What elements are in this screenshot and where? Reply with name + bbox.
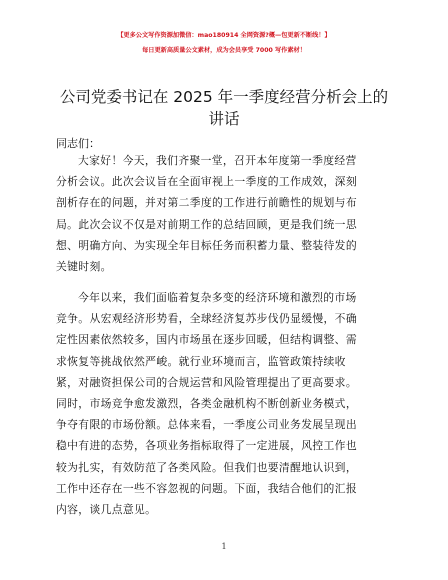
paragraph-2-line: 紧，对融资担保公司的合规运营和风险管理提出了更高要求。 (56, 375, 357, 389)
paragraph-2-line: 求恢复等挑战依然严峻。就行业环境而言，监管政策持续收 (56, 354, 346, 368)
paragraph-2-line: 定性因素依然较多，国内市场虽在逐步回暖，但结构调整、需 (56, 333, 357, 347)
salutation: 同志们： (56, 137, 100, 150)
paragraph-2-line: 今年以来，我们面临着复杂多变的经济环境和激烈的市场 (78, 291, 357, 304)
page-number: 1 (221, 542, 227, 551)
paragraph-1-line: 剖析存在的问题，并对第二季度的工作进行前瞻性的规划与布 (56, 196, 357, 210)
paragraph-1-line: 想、明确方向、为实现全年目标任务而积蓄力量、整装待发的 (56, 238, 357, 252)
paragraph-1-line: 大家好！今天，我们齐聚一堂，召开本年度第一季度经营 (78, 154, 357, 167)
banner-line-2: 每日更新高质量公文素材，成为会员享受 7000 写作素材！ (142, 47, 306, 54)
paragraph-2-line: 争夺有限的市场份额。总体来看，一季度公司业务发展呈现出 (56, 418, 357, 432)
paragraph-1-line: 局。此次会议不仅是对前期工作的总结回顾，更是我们统一思 (56, 217, 357, 231)
paragraph-2-line: 工作中还存在一些不容忽视的问题。下面，我结合他们的汇报 (56, 481, 357, 495)
paragraph-2 (56, 287, 392, 520)
title-line-2: 讲话 (208, 110, 240, 128)
paragraph-2-line: 内容，谈几点意见。 (56, 503, 157, 517)
paragraph-2-line: 较为扎实，有效防范了各类风险。但我们也要清醒地认识到， (56, 460, 357, 474)
paragraph-2-line: 同时，市场竞争愈发激烈，各类金融机构不断创新业务模式， (56, 397, 357, 411)
document-title (56, 86, 392, 130)
paragraph-1-line: 分析会议。此次会议旨在全面审视上一季度的工作成效，深刻 (56, 175, 357, 189)
paragraph-1-line: 关键时刻。 (56, 260, 112, 274)
paragraph-2-line: 竞争。从宏观经济形势看，全球经济复苏步伐仍显缓慢，不确 (56, 312, 357, 326)
paragraph-1 (56, 150, 392, 277)
header-banner (0, 30, 448, 57)
title-line-1: 公司党委书记在 2025 年一季度经营分析会上的 (59, 88, 389, 106)
paragraph-2-line: 稳中有进的态势，各项业务指标取得了一定进展，风控工作也 (56, 439, 357, 453)
banner-line-1: 【更多公文写作资源加微信：mao180914 全网资源?概—包更新不断线！】 (117, 32, 331, 39)
